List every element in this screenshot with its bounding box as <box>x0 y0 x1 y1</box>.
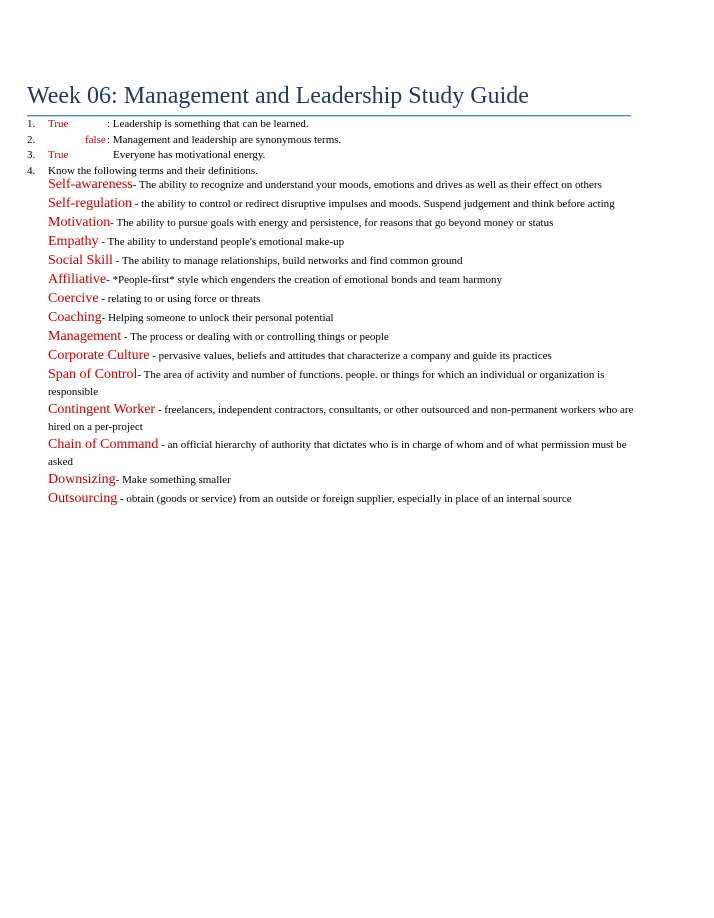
term-name: Management <box>48 329 122 344</box>
term-definition: The ability to manage relationships, build networks and find common ground <box>121 255 463 267</box>
question-text: : Leadership is something that can be learned. <box>107 118 309 130</box>
answer-text: True <box>48 118 69 130</box>
term-name: Outsourcing <box>48 491 118 506</box>
term-name: Self-awareness <box>48 177 133 192</box>
term-item <box>48 176 638 194</box>
question-row <box>27 117 667 133</box>
term-item <box>48 195 638 213</box>
term-definition: The ability to pursue goals with energy and persistence, for reasons that go beyond money or status <box>116 217 554 229</box>
term-name: Corporate Culture <box>48 348 150 363</box>
term-name: Coaching <box>48 310 102 325</box>
question-number: 2. <box>27 133 36 146</box>
question-text: Everyone has motivational energy. <box>113 149 266 161</box>
term-name: Motivation <box>48 215 111 230</box>
term-separator: - <box>131 198 142 210</box>
term-separator: - <box>115 474 123 486</box>
term-definition: pervasive values, beliefs and attitudes that characterize a company and guide its practices <box>158 350 552 362</box>
term-item <box>48 366 638 400</box>
term-item <box>48 490 638 508</box>
term-name: Empathy <box>48 234 99 249</box>
page-title: Week 06: Management and Leadership Study Guide <box>27 83 529 109</box>
term-definition: Make something smaller <box>122 474 231 486</box>
term-separator: - <box>112 255 122 267</box>
question-number: 1. <box>27 118 36 130</box>
term-item <box>48 252 638 270</box>
term-item <box>48 328 638 346</box>
term-definition: *People-first* style which engenders the creation of emotional bonds and team harmony <box>112 274 502 286</box>
term-name: Span of Control <box>48 367 138 382</box>
term-name: Self-regulation <box>48 196 132 211</box>
term-separator: - <box>155 404 165 416</box>
term-item <box>48 401 638 435</box>
term-separator: - <box>137 369 144 381</box>
term-definition: Helping someone to unlock their personal potential <box>108 312 334 324</box>
term-item <box>48 471 638 489</box>
term-definition: The ability to recognize and understand your moods, emotions and drives as well as their effect on others <box>138 179 602 191</box>
term-name: Affiliative <box>48 272 107 287</box>
term-definition: The area of activity and number of functions. people. or things for which an individual or organization is responsible <box>48 369 605 398</box>
term-separator: - <box>110 217 117 229</box>
term-definition: relating to or using force or threats <box>107 293 261 305</box>
term-item <box>48 309 638 327</box>
question-list <box>27 117 667 179</box>
term-separator: - <box>101 312 109 324</box>
question-text: : Management and leadership are synonymous terms. <box>107 133 342 146</box>
term-definition: freelancers, independent contractors, consultants, or other outsourced and non-permanent workers who are hired on a per-project <box>48 404 634 433</box>
term-item <box>48 436 638 470</box>
term-item <box>48 233 638 251</box>
term-definition: an official hierarchy of authority that dictates who is in charge of whom and of what permission must be asked <box>48 439 627 468</box>
term-separator: - <box>98 236 108 248</box>
question-number: 3. <box>27 149 36 161</box>
answer-text: false <box>85 133 106 146</box>
term-item <box>48 290 638 308</box>
term-item <box>48 214 638 232</box>
question-row <box>27 133 667 149</box>
term-definition: the ability to control or redirect disruptive impulses and moods. Suspend judgement and think before acting <box>141 198 615 210</box>
terms-list <box>48 176 638 509</box>
term-name: Coercive <box>48 291 99 306</box>
term-definition: The ability to understand people's emotional make-up <box>107 236 345 248</box>
question-row <box>27 148 667 164</box>
term-separator: - <box>117 493 127 505</box>
answer-text: True <box>48 149 69 161</box>
term-name: Chain of Command <box>48 437 159 452</box>
question-text: Know the following terms and their definitions. <box>48 164 258 177</box>
term-definition: The process or dealing with or controlling things or people <box>130 331 389 343</box>
term-item <box>48 271 638 289</box>
term-item <box>48 347 638 365</box>
term-separator: - <box>98 293 108 305</box>
term-separator: - <box>132 179 139 191</box>
term-separator: - <box>106 274 113 286</box>
term-name: Contingent Worker <box>48 402 156 417</box>
term-name: Social Skill <box>48 253 113 268</box>
term-separator: - <box>158 439 168 451</box>
term-name: Downsizing <box>48 472 116 487</box>
term-separator: - <box>149 350 159 362</box>
term-definition: obtain (goods or service) from an outside or foreign supplier, especially in place of an internal source <box>126 493 572 505</box>
term-separator: - <box>121 331 131 343</box>
question-number: 4. <box>27 164 36 177</box>
